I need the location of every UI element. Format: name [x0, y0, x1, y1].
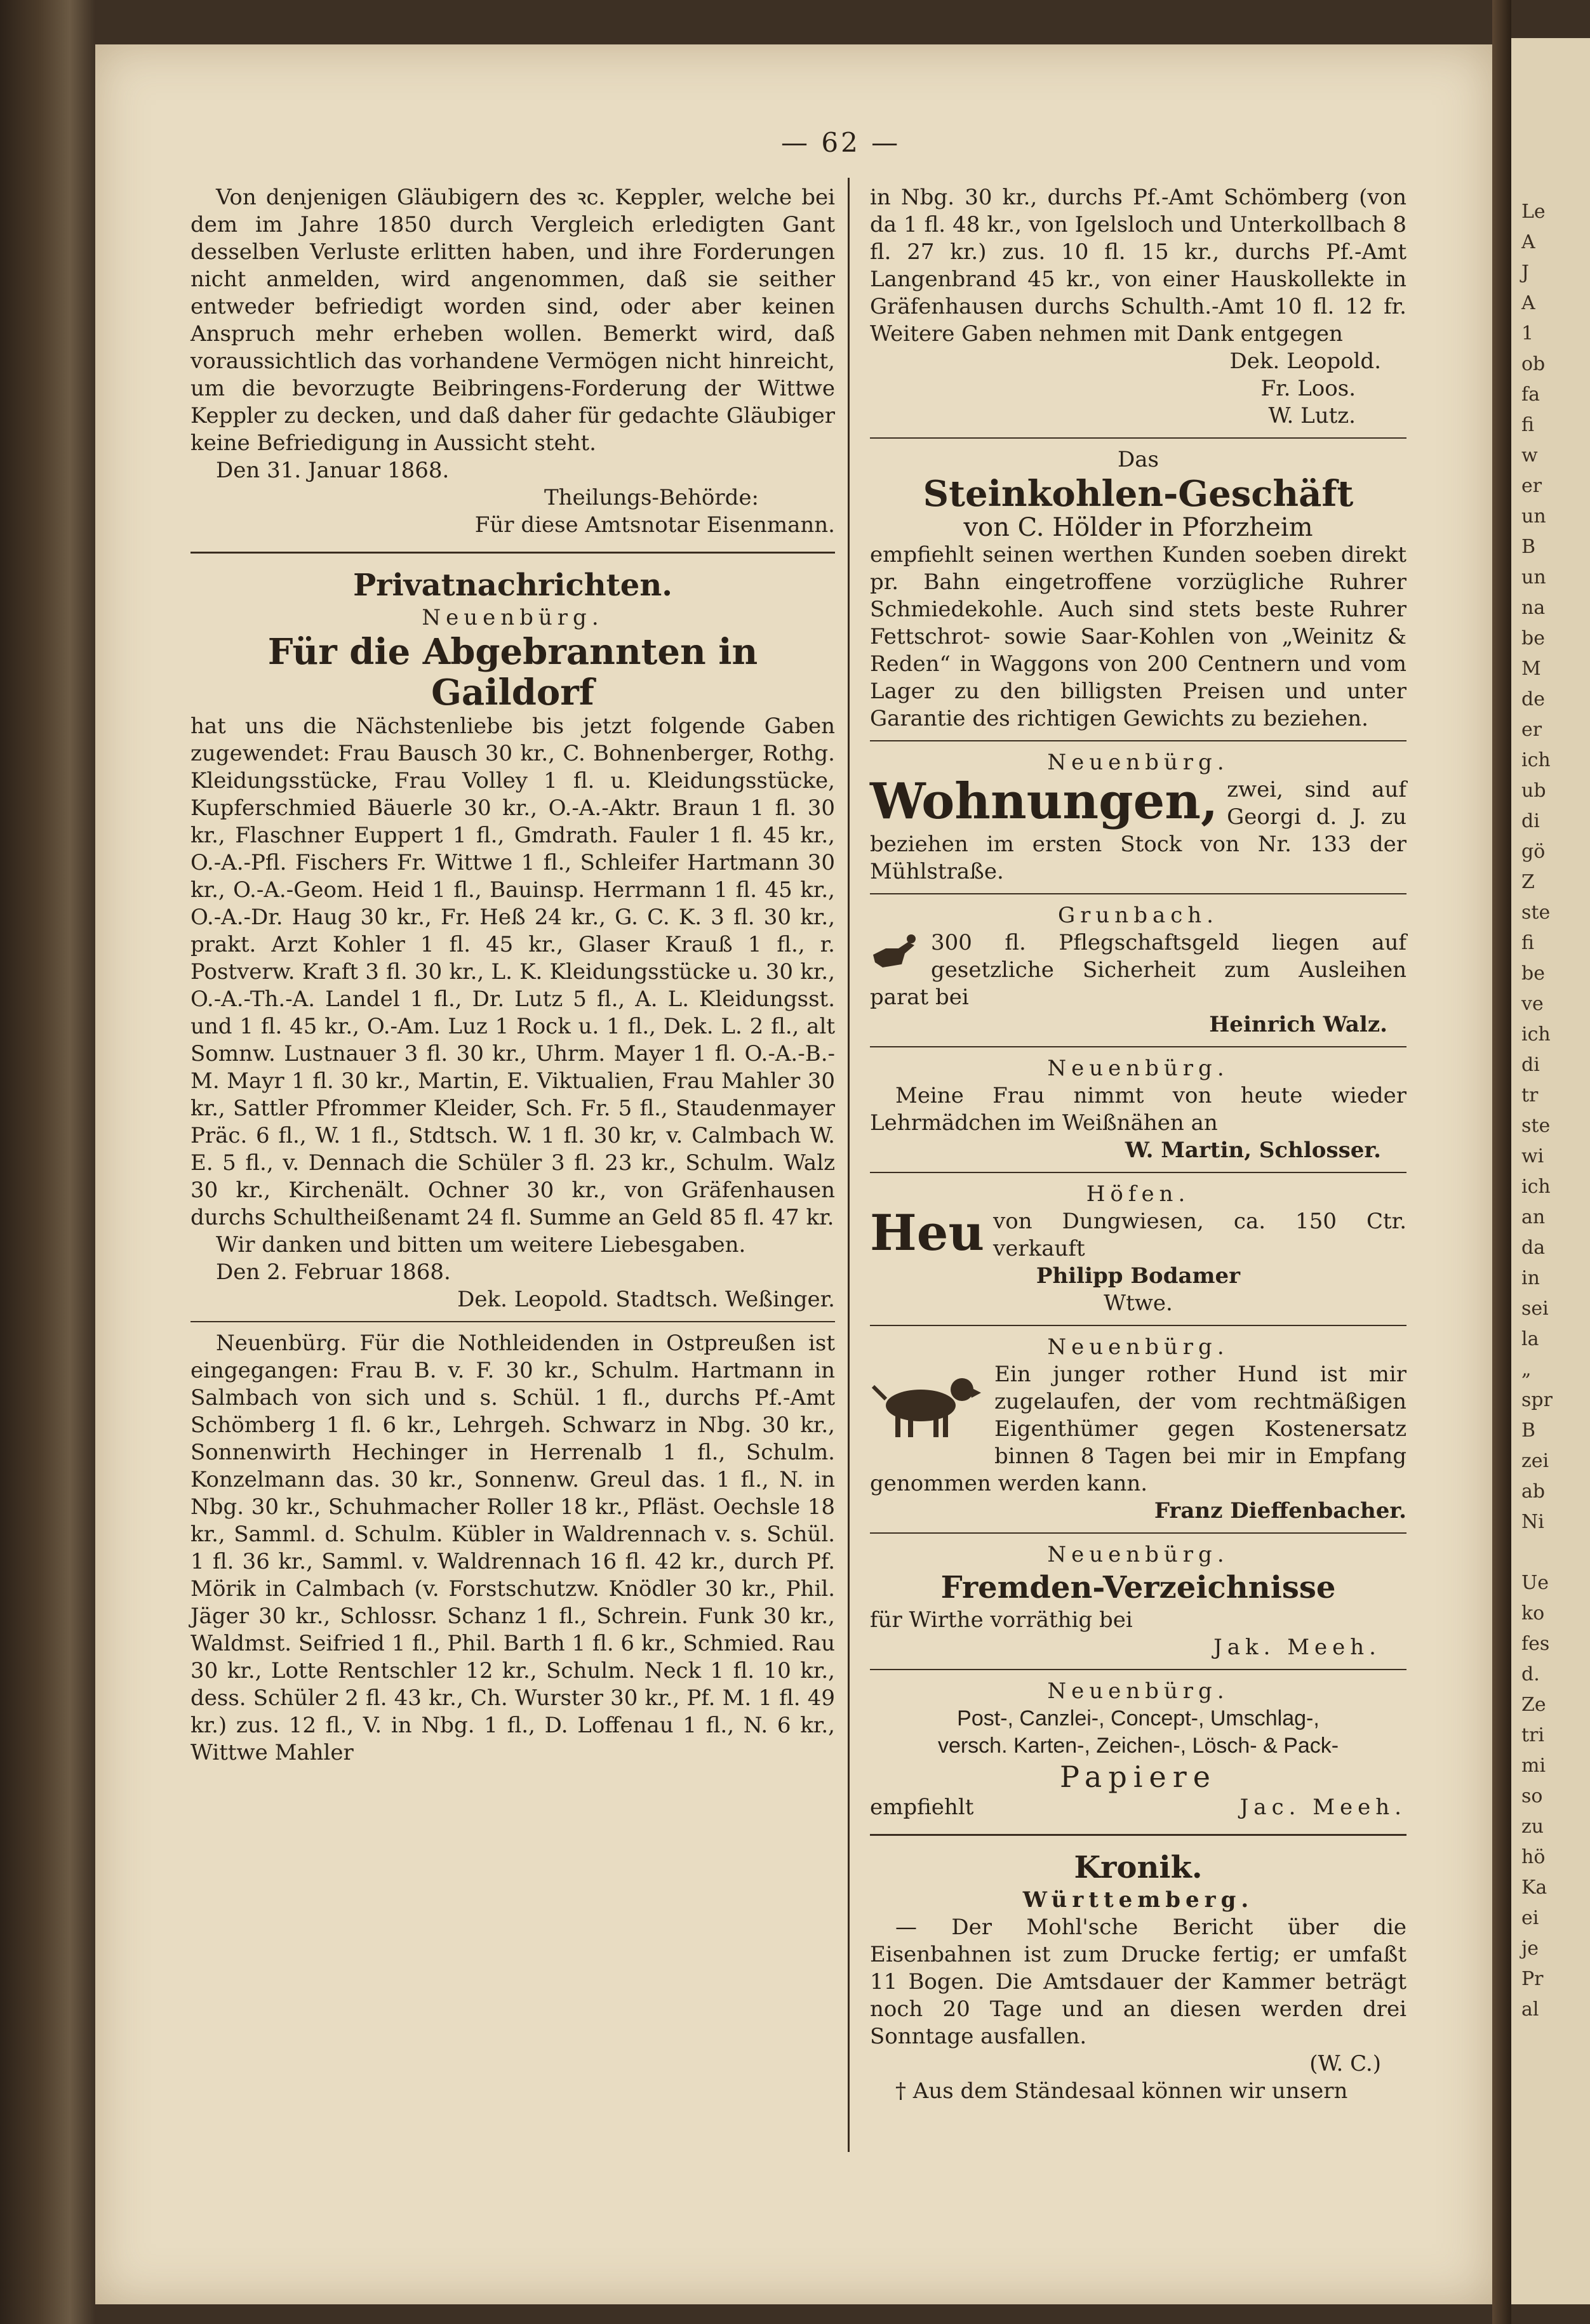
next-page-fragment: Ue: [1521, 1572, 1549, 1594]
next-page-edge: [1511, 38, 1590, 2304]
hand-pointer-icon: [870, 929, 921, 981]
coal-ad-body: empfiehlt seinen werthen Kunden soeben direkt pr. Bahn eingetroffene vorzügliche Ruhrer Schmiedekohle. Auch sind stets beste Ruhrer Fettschrot- sowie Saar-Kohlen von „Weinitz & Reden“ in Waggons von 200 Centnern und vom Lager zu den billigsten Preisen und unter Garantie des richtigen Gewichts zu beziehen.: [870, 542, 1406, 731]
next-page-fragment: di: [1521, 1054, 1540, 1076]
next-page-fragment: B: [1521, 1419, 1536, 1442]
next-page-fragment: da: [1521, 1237, 1546, 1259]
next-page-fragment: tri: [1521, 1724, 1544, 1746]
divider: [870, 1172, 1406, 1173]
divider: [870, 740, 1406, 741]
hay-ad-signature: Philipp Bodamer: [1036, 1263, 1241, 1289]
next-page-fragment: Ka: [1521, 1876, 1547, 1899]
next-page-fragment: fi: [1521, 414, 1535, 436]
next-page-fragment: je: [1521, 1937, 1539, 1960]
next-page-fragment: ich: [1521, 749, 1551, 771]
coal-ad-owner: von C. Hölder in Pforzheim: [963, 513, 1313, 542]
next-page-fragment: an: [1521, 1206, 1546, 1228]
flat-ad: [870, 773, 1406, 886]
next-page-fragment: wi: [1521, 1145, 1544, 1167]
next-page-fragment: spr: [1521, 1389, 1553, 1411]
next-page-fragment: ub: [1521, 780, 1546, 802]
next-page-fragment: ab: [1521, 1480, 1546, 1503]
left-column: [190, 184, 835, 1767]
thanks-text: Wir danken und bitten um weitere Liebesgaben.: [216, 1232, 746, 1258]
hay-ad-text: von Dungwiesen, ca. 150 Ctr. verkauft: [993, 1209, 1406, 1261]
paper-ad-footer: [870, 1794, 1406, 1821]
divider: [870, 1669, 1406, 1670]
paper-ad-place: Neuenbürg.: [1047, 1678, 1229, 1704]
dog-icon: [870, 1361, 984, 1451]
next-page-fragment: ste: [1521, 1115, 1551, 1137]
donation-date: Den 2. Februar 1868.: [216, 1259, 451, 1285]
chronicle-source: (W. C.): [1309, 2051, 1381, 2076]
next-page-fragment: J: [1521, 262, 1530, 284]
next-page-fragment: di: [1521, 810, 1540, 832]
section-title: Privatnachrichten.: [353, 568, 672, 603]
next-page-fragment: zu: [1521, 1816, 1544, 1838]
next-page-fragment: al: [1521, 1998, 1539, 2021]
next-page-fragment: de: [1521, 688, 1545, 710]
place-label: Neuenbürg.: [422, 605, 604, 630]
register-ad-title: Fremden-Verzeichnisse: [940, 1570, 1336, 1605]
next-page-fragment: ste: [1521, 901, 1551, 924]
next-page-fragment: d.: [1521, 1663, 1540, 1685]
paper-ad-signature: Jac. Meeh.: [1239, 1795, 1406, 1820]
next-page-fragment: in: [1521, 1267, 1540, 1289]
hay-ad: [870, 1204, 1406, 1317]
page-number: — 62 —: [781, 127, 901, 158]
right-column: [870, 184, 1406, 2105]
next-page-fragment: na: [1521, 597, 1546, 619]
register-ad-place: Neuenbürg.: [1047, 1542, 1229, 1567]
paper-ad-recommends: empfiehlt: [870, 1795, 974, 1820]
money-ad-signature: Heinrich Walz.: [1209, 1012, 1387, 1037]
next-page-fragment: ei: [1521, 1907, 1539, 1929]
next-page-fragment: Ze: [1521, 1694, 1546, 1716]
next-page-fragment: zei: [1521, 1450, 1549, 1472]
next-page-fragment: hö: [1521, 1846, 1546, 1868]
divider: [190, 552, 835, 554]
next-page-fragment: Z: [1521, 871, 1535, 893]
signer-3: W. Lutz.: [1268, 403, 1356, 428]
next-page-fragments: [1516, 197, 1590, 2025]
hay-ad-signature-2: Wtwe.: [1104, 1291, 1173, 1316]
next-page-fragment: Pr: [1521, 1968, 1544, 1990]
next-page-fragment: sei: [1521, 1298, 1549, 1320]
next-page-fragment: Le: [1521, 201, 1546, 223]
next-page-fragment: so: [1521, 1785, 1543, 1807]
next-page-fragment: A: [1521, 292, 1535, 314]
chronicle-text-2: † Aus dem Ständesaal können wir unsern: [895, 2078, 1348, 2104]
donations-continuation: in Nbg. 30 kr., durchs Pf.-Amt Schömberg (von da 1 fl. 48 kr., von Igelsloch und Unterkollbach 8 fl. 27 kr.) zus. 10 fl. 15 kr., durchs Pf.-Amt Langenbrand 45 kr., von einer Hauskollekte in Gräfenhausen durchs Schulth.-Amt 10 fl. 12 fr. Weitere Gaben nehmen mit Dank entgegen: [870, 185, 1406, 347]
signer-1: Dek. Leopold.: [1229, 349, 1381, 374]
dog-ad-signature: Franz Dieffenbacher.: [1154, 1498, 1406, 1524]
divider: [870, 893, 1406, 894]
divider: [870, 1834, 1406, 1836]
next-page-fragment: be: [1521, 627, 1545, 649]
divider: [870, 1046, 1406, 1047]
next-page-fragment: M: [1521, 658, 1541, 680]
flat-ad-title: Wohnungen,: [870, 773, 1219, 830]
next-page-fragment: ich: [1521, 1023, 1551, 1046]
next-page-fragment: fes: [1521, 1633, 1550, 1655]
notice-authority: Theilungs-Behörde:: [544, 485, 759, 510]
register-ad-text: für Wirthe vorräthig bei: [870, 1607, 1133, 1633]
chronicle-text-1: — Der Mohl'sche Bericht über die Eisenbahnen ist zum Drucke fertig; er umfaßt 11 Bogen. Die Amtsdauer der Kammer beträgt noch 20 Tage und an diesen werden drei Sonntage ausfallen.: [870, 1915, 1406, 2049]
paper-ad-line-2: versch. Karten-, Zeichen-, Lösch- & Pack-: [937, 1734, 1339, 1758]
register-ad-signature: Jak. Meeh.: [1213, 1635, 1381, 1660]
next-page-fragment: „: [1521, 1358, 1532, 1381]
next-page-fragment: la: [1521, 1328, 1539, 1350]
dog-ad-place: Neuenbürg.: [1047, 1334, 1229, 1360]
next-page-fragment: be: [1521, 962, 1545, 985]
next-page-fragment: 1: [1521, 322, 1534, 345]
signer-2: Fr. Loos.: [1260, 376, 1356, 401]
next-page-fragment: er: [1521, 475, 1542, 497]
chronicle-region: Württemberg.: [1022, 1887, 1254, 1913]
ostpreussen-donations: Neuenbürg. Für die Nothleidenden in Ostpreußen ist eingegangen: Frau B. v. F. 30 kr., Schulm. Hartmann in Salmbach von sich und s. Schül. 1 fl., durchs Pf.-Amt Schömberg 1 fl. 6 kr., Lehrgeh. Schwarz in Nbg. 30 kr., Sonnenwirth Hechinger in Herrenalb 1 fl., Schulm. Konzelmann das. 30 kr., Sonnenw. Greul das. 1 fl., N. in Nbg. 30 kr., Schuhmacher Roller 18 kr., Pfläst. Oechsle 18 kr., Samml. d. Schulm. Kübler in Waldrennach v. s. Schül. 1 fl. 36 kr., Samml. v. Waldrennach 16 fl. 42 kr., durch Pf. Mörik in Calmbach (v. Forstschutzw. Knödler 30 kr., Phil. Jäger 30 kr., Schlossr. Schanz 1 fl., Schrein. Funk 30 kr., Waldmst. Seifried 1 fl., Phil. Barth 1 fl. 6 kr., Schmied. Rau 30 kr., Lotte Rentschler 12 kr., Schulm. Neck 1 fl. 10 kr., dess. Schüler 2 fl. 43 kr., Ch. Wurster 30 kr., Pf. M. 1 fl. 49 kr.) zus. 12 fl., V. in Nbg. 1 fl., D. Loffenau 1 fl., N. 6 kr., Wittwe Mahler: [190, 1331, 835, 1765]
divider: [190, 1321, 835, 1322]
money-ad-text: 300 fl. Pflegschaftsgeld liegen auf gesetzliche Sicherheit zum Ausleihen parat bei: [870, 930, 1406, 1010]
column-divider: [848, 178, 850, 2152]
next-page-fragment: fi: [1521, 932, 1535, 954]
hay-ad-title: Heu: [870, 1204, 985, 1262]
sewing-ad-place: Neuenbürg.: [1047, 1056, 1229, 1081]
next-page-fragment: mi: [1521, 1755, 1546, 1777]
notice-signature: Für diese Amtsnotar Eisenmann.: [474, 512, 835, 538]
next-page-fragment: tr: [1521, 1084, 1539, 1106]
chronicle-title: Kronik.: [1074, 1850, 1203, 1885]
next-page-fragment: A: [1521, 231, 1535, 253]
dog-ad: [870, 1361, 1406, 1497]
next-page-fragment: er: [1521, 719, 1542, 741]
next-page-fragment: fa: [1521, 383, 1540, 406]
next-page-fragment: un: [1521, 505, 1546, 528]
hay-ad-place: Höfen.: [1086, 1181, 1191, 1207]
notice-date: Den 31. Januar 1868.: [216, 458, 450, 483]
next-page-fragment: w: [1521, 444, 1538, 467]
donation-headline: Für die Abgebrannten in Gaildorf: [267, 631, 758, 714]
divider: [870, 1325, 1406, 1326]
creditor-notice: Von denjenigen Gläubigern des ꝛc. Keppler, welche bei dem im Jahre 1850 durch Vergleich erledigten Gant desselben Verluste erlitten haben, und ihre Forderungen nicht anmelden, wird angenommen, daß sie seither entweder befriedigt worden sind, oder aber keinen Anspruch mehr erheben wollen. Bemerkt wird, daß voraussichtlich das vorhandene Vermögen nicht hinreicht, um die bevorzugte Beibringens-Forderung der Wittwe Keppler zu decken, und daß daher für gedachte Gläubiger keine Befriedigung in Aussicht steht.: [190, 185, 835, 456]
next-page-fragment: gö: [1521, 840, 1546, 863]
coal-ad-title: Steinkohlen-Geschäft: [923, 473, 1354, 515]
next-page-fragment: ob: [1521, 353, 1546, 375]
divider: [870, 1532, 1406, 1534]
paper-ad-title: Papiere: [1060, 1760, 1217, 1794]
sewing-ad-text: Meine Frau nimmt von heute wieder Lehrmädchen im Weißnähen an: [870, 1083, 1406, 1136]
divider: [870, 437, 1406, 439]
next-page-fragment: Ni: [1521, 1511, 1544, 1533]
next-page-fragment: ko: [1521, 1602, 1545, 1624]
coal-ad-pre: Das: [1118, 447, 1159, 472]
next-page-fragment: un: [1521, 566, 1546, 588]
money-ad-place: Grunbach.: [1058, 903, 1219, 928]
flat-ad-place: Neuenbürg.: [1047, 750, 1229, 775]
dog-ad-text: Ein junger rother Hund ist mir zugelaufen, der vom rechtmäßigen Eigenthümer gegen Kostenersatz binnen 8 Tagen bei mir in Empfang genommen werden kann.: [870, 1362, 1406, 1496]
next-page-fragment: ich: [1521, 1176, 1551, 1198]
paper-ad-line-1: Post-, Canzlei-, Concept-, Umschlag-,: [957, 1706, 1319, 1730]
donations-text: hat uns die Nächstenliebe bis jetzt folgende Gaben zugewendet: Frau Bausch 30 kr., C. Bohnenberger, Rothg. Kleidungsstücke, Frau Volley 1 fl. u. Kleidungsstücke, Kupferschmied Bäuerle 30 kr., O.-A.-Aktr. Braun 1 fl. 30 kr., Flaschner Euppert 1 fl., Gmdrath. Fauler 1 fl. 45 kr., O.-A.-Pfl. Fischers Fr. Wittwe 1 fl., Schleifer Hartmann 30 kr., O.-A.-Geom. Heid 1 fl., Bauinsp. Herrmann 1 fl. 45 kr., O.-A.-Dr. Haug 30 kr., Fr. Heß 24 kr., G. C. K. 3 fl. 30 kr., prakt. Arzt Kohler 1 fl. 45 kr., Glaser Krauß 1 fl., r. Postverw. Kraft 3 fl. 30 kr., L. K. Kleidungsstücke u. 30 kr., O.-A.-Th.-A. Landel 1 fl., Dr. Lutz 5 fl., A. L. Kleidungsst. und 1 fl. 45 kr., O.-Am. Luz 1 Rock u. 1 fl., Dek. L. 2 fl., alt Somnw. Lustnauer 3 fl. 30 kr., Uhrm. Mayer 1 fl. O.-A.-B.-M. Mayr 1 fl. 30 kr., Martin, E. Viktualien, Frau Mahler 30 kr., Sattler Pfrommer Kleider, Sch. Fr. 5 fl., Staudenmayer Präc. 6 fl., W. 1 fl., Stdtsch. W. 1 fl. 30 kr, v. Calmbach W. E. 5 fl., v. Dennach die Schüler 3 fl. 23 kr., Schulm. Walz 30 kr., Kirchenält. Ochner 30 kr., von Gräfenhausen durchs Schultheißenamt 24 fl. Summe an Geld 85 fl. 47 kr.: [190, 714, 835, 1230]
flat-ad-text: zwei, sind auf Georgi d. J. zu beziehen im ersten Stock von Nr. 133 der Mühlstraße.: [870, 777, 1406, 884]
book-gutter: [1492, 0, 1511, 2324]
money-ad: [870, 929, 1406, 1011]
donation-signers: Dek. Leopold. Stadtsch. Weßinger.: [457, 1287, 835, 1312]
sewing-ad-signature: W. Martin, Schlosser.: [1125, 1138, 1381, 1163]
next-page-fragment: [1521, 1537, 1590, 1568]
next-page-fragment: ve: [1521, 993, 1544, 1015]
next-page-fragment: B: [1521, 536, 1536, 558]
